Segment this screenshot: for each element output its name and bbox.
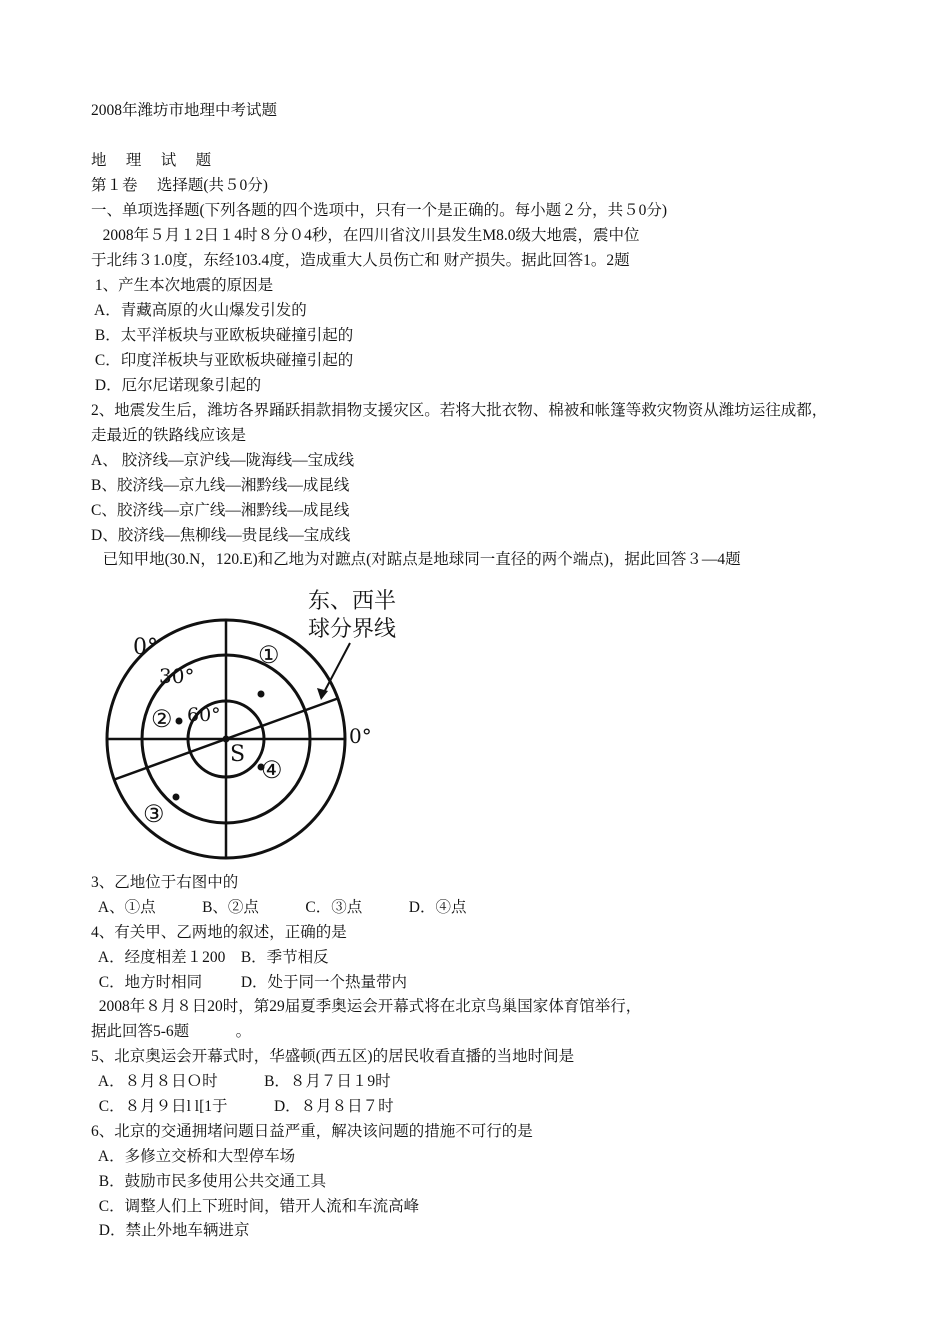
question-1-option-a: A．青藏高原的火山爆发引发的 xyxy=(91,302,307,319)
longitude-0-right-label: 0° xyxy=(349,724,372,748)
question-5-stem: 5、北京奥运会开幕式时，华盛顿(西五区)的居民收看直播的当地时间是 xyxy=(91,1048,575,1065)
volume-heading: 第１卷 选择题(共５0分) xyxy=(91,177,268,194)
section-heading: 一、单项选择题(下列各题的四个选项中，只有一个是正确的。每小题２分，共５0分) xyxy=(91,202,668,219)
question-2-option-b: B、胶济线—京九线—湘黔线—成昆线 xyxy=(91,477,350,494)
question-5-options-ab: A．８月８日Ｏ时 B．８月７日１9时 xyxy=(91,1073,391,1090)
question-4-stem: 4、有关甲、乙两地的叙述，正确的是 xyxy=(91,924,347,941)
polar-projection-figure xyxy=(95,578,425,860)
olympics-intro-line-1: 2008年８月８日20时，第29届夏季奥运会开幕式将在北京鸟巢国家体育馆举行， xyxy=(91,998,642,1015)
point-3-label: ③ xyxy=(143,800,165,828)
question-1-option-d: D．厄尔尼诺现象引起的 xyxy=(91,377,262,394)
question-5-options-cd: C．８月９日l l[1于 D．８月８日７时 xyxy=(91,1098,394,1115)
question-3-options: A、①点 B、②点 C．③点 D．④点 xyxy=(91,899,467,916)
question-1-stem: 1、产生本次地震的原因是 xyxy=(91,277,274,294)
question-3-stem: 3、乙地位于右图中的 xyxy=(91,874,239,891)
question-6-option-c: C．调整人们上下班时间，错开人流和车流高峰 xyxy=(91,1198,420,1215)
antipode-intro: 已知甲地(30.N，120.E)和乙地为对蹠点(对踮点是地球同一直径的两个端点)，据此回答３—4题 xyxy=(91,551,741,568)
point-2-label: ② xyxy=(151,705,173,733)
olympics-intro-line-2: 据此回答5-6题 。 xyxy=(91,1023,252,1040)
question-1-option-b: B．太平洋板块与亚欧板块碰撞引起的 xyxy=(91,327,354,344)
question-6-option-b: B．鼓励市民多使用公共交通工具 xyxy=(91,1173,327,1190)
exam-subtitle: 地 理 试 题 xyxy=(91,152,212,169)
question-4-options-ab: A．经度相差１200 B．季节相反 xyxy=(91,949,329,966)
question-6-stem: 6、北京的交通拥堵问题日益严重，解决该问题的措施不可行的是 xyxy=(91,1123,533,1140)
point-3-dot xyxy=(173,794,180,801)
question-2-option-a: A、 胶济线—京沪线—陇海线—宝成线 xyxy=(91,452,355,469)
point-4-label: ④ xyxy=(261,756,283,784)
longitude-0-top-label: 0° xyxy=(133,635,158,660)
question-6-option-d: D．禁止外地车辆进京 xyxy=(91,1222,250,1239)
question-4-options-cd: C．地方时相同 D．处于同一个热量带内 xyxy=(91,974,408,991)
point-1-dot xyxy=(258,691,265,698)
south-pole-label: S xyxy=(230,742,246,767)
question-2-stem-line-2: 走最近的铁路线应该是 xyxy=(91,427,247,444)
exam-title: 2008年潍坊市地理中考试题 xyxy=(91,102,278,119)
question-6-option-a: A．多修立交桥和大型停车场 xyxy=(91,1148,296,1165)
callout-label-line-2: 球分界线 xyxy=(308,617,397,642)
earthquake-intro-line-2: 于北纬３1.0度，东经103.4度，造成重大人员伤亡和 财产损失。据此回答1。2题 xyxy=(91,252,630,269)
question-2-option-c: C、胶济线—京广线—湘黔线—成昆线 xyxy=(91,502,350,519)
latitude-30-label: 30° xyxy=(159,664,195,688)
earthquake-intro-line-1: 2008年５月１2日１4时８分０4秒，在四川省汶川县发生M8.0级大地震，震中位 xyxy=(91,227,640,244)
point-2-dot xyxy=(176,718,183,725)
pole-dot xyxy=(223,736,230,743)
callout-label-line-1: 东、西半 xyxy=(308,589,397,614)
latitude-60-label: 60° xyxy=(187,704,221,726)
question-2-option-d: D、胶济线—焦柳线—贵昆线—宝成线 xyxy=(91,527,351,544)
question-1-option-c: C．印度洋板块与亚欧板块碰撞引起的 xyxy=(91,352,354,369)
polar-projection-diagram xyxy=(95,578,425,860)
question-2-stem-line-1: 2、地震发生后，潍坊各界踊跃捐款捐物支援灾区。若将大批衣物、棉被和帐篷等救灾物资从潍坊运往成都， xyxy=(91,402,828,419)
point-1-label: ① xyxy=(258,641,280,669)
